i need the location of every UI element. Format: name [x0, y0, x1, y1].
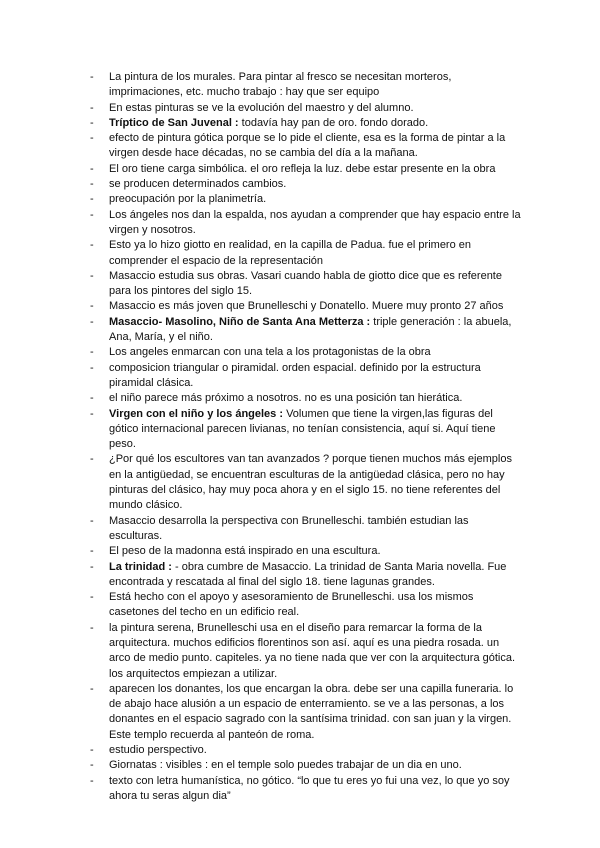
item-text: todavía hay pan de oro. fondo dorado. [238, 116, 429, 129]
list-item [0, 452, 600, 513]
list-item [0, 361, 600, 392]
list-item [0, 391, 600, 406]
item-text: La pintura de los murales. Para pintar al fresco se necesitan morteros, imprimaciones, etc. mucho trabajo : hay que ser equipo [109, 71, 452, 99]
bullet-dash: - [90, 101, 94, 114]
item-text: la pintura serena, Brunelleschi usa en el diseño para remarcar la forma de la arquitectura. muchos edificios florentinos son así. aquí es una piedra rosada. un arco de medio punto. capiteles. ya no tiene nada que ver con la arquitectura gótica. los arquitectos empiezan a utilizar. [109, 621, 516, 680]
bullet-dash: - [90, 759, 94, 772]
list-item [0, 101, 600, 116]
bullet-dash: - [90, 178, 94, 191]
item-text: Esto ya lo hizo giotto en realidad, en la capilla de Padua. fue el primero en comprender el espacio de la representación [109, 239, 472, 267]
bullet-dash: - [90, 269, 94, 282]
bullet-dash: - [90, 193, 94, 206]
notes-list [0, 70, 600, 804]
list-item [0, 407, 600, 453]
list-item [0, 315, 600, 346]
bullet-dash: - [90, 744, 94, 757]
bullet-dash: - [90, 514, 94, 527]
bullet-dash: - [90, 239, 94, 252]
bullet-dash: - [90, 453, 94, 466]
bullet-dash: - [90, 162, 94, 175]
list-item [0, 590, 600, 621]
item-text: estudio perspectivo. [109, 744, 207, 757]
item-text: ¿Por qué los escultores van tan avanzados ? porque tienen muchos más ejemplos en la antigüedad, se encuentran esculturas de la antigüedad clásica, pero no hay pinturas del clásico, hay muy poca ahora y en el siglo 15. no tiene referentes del mundo clásico. [109, 453, 512, 512]
item-text: El peso de la madonna está inspirado en una escultura. [109, 545, 381, 558]
item-text: Masaccio es más joven que Brunelleschi y Donatello. Muere muy pronto 27 años [109, 300, 504, 313]
bullet-dash: - [90, 682, 94, 695]
item-heading: Tríptico de San Juvenal : [109, 116, 239, 129]
bullet-dash: - [90, 392, 94, 405]
list-item [0, 560, 600, 591]
list-item [0, 116, 600, 131]
list-item [0, 514, 600, 545]
item-text: preocupación por la planimetría. [109, 193, 267, 206]
bullet-dash: - [90, 208, 94, 221]
item-text: Está hecho con el apoyo y asesoramiento de Brunelleschi. usa los mismos casetones del techo en un edificio real. [109, 591, 474, 619]
bullet-dash: - [90, 116, 94, 129]
item-text: texto con letra humanística, no gótico. “lo que tu eres yo fui una vez, lo que yo soy ahora tu seras algun dia” [109, 774, 510, 802]
bullet-dash: - [90, 407, 94, 420]
item-text: Volumen que tiene la virgen,las figuras del gótico internacional parecen livianas, no tenían consistencia, aquí si. Aquí tiene peso. [109, 407, 496, 451]
bullet-dash: - [90, 545, 94, 558]
item-text: composicion triangular o piramidal. orden espacial. definido por la estructura piramidal clásica. [109, 361, 481, 389]
list-item [0, 743, 600, 758]
list-item [0, 238, 600, 269]
list-item [0, 299, 600, 314]
item-text: se producen determinados cambios. [109, 178, 287, 191]
item-text: Masaccio desarrolla la perspectiva con Brunelleschi. también estudian las esculturas. [109, 514, 469, 542]
list-item [0, 544, 600, 559]
item-text: Giornatas : visibles : en el temple solo puedes trabajar de un dia en uno. [109, 759, 462, 772]
item-heading: Virgen con el niño y los ángeles : [109, 407, 284, 420]
item-text: - obra cumbre de Masaccio. La trinidad de Santa Maria novella. Fue encontrada y rescatada al final del siglo 18. tiene lagunas grandes. [109, 560, 507, 588]
bullet-dash: - [90, 300, 94, 313]
bullet-dash: - [90, 591, 94, 604]
item-text: El oro tiene carga simbólica. el oro refleja la luz. debe estar presente en la obra [109, 162, 496, 175]
item-text: Los ángeles nos dan la espalda, nos ayudan a comprender que hay espacio entre la virgen y nosotros. [109, 208, 521, 236]
list-item [0, 269, 600, 300]
item-text: triple generación : la abuela, Ana, María, y el niño. [109, 315, 512, 344]
item-heading: Masaccio- Masolino, Niño de Santa Ana Metterza : [109, 315, 371, 328]
list-item [0, 208, 600, 239]
bullet-dash: - [90, 621, 94, 634]
list-item [0, 131, 600, 162]
list-item [0, 345, 600, 360]
list-item [0, 162, 600, 177]
bullet-dash: - [90, 315, 94, 328]
item-heading: La trinidad : [109, 560, 172, 573]
bullet-dash: - [90, 346, 94, 359]
bullet-dash: - [90, 774, 94, 787]
item-text: efecto de pintura gótica porque se lo pide el cliente, esa es la forma de pintar a la virgen desde hace décadas, no se cambia del día a la mañana. [109, 132, 506, 160]
list-item [0, 621, 600, 682]
bullet-dash: - [90, 560, 94, 573]
list-item [0, 774, 600, 805]
bullet-dash: - [90, 361, 94, 374]
list-item [0, 758, 600, 773]
item-text: Los angeles enmarcan con una tela a los protagonistas de la obra [109, 346, 431, 359]
item-text: aparecen los donantes, los que encargan la obra. debe ser una capilla funeraria. lo de abajo hace alusión a un espacio de enterramiento. se ve a las personas, a los donantes en el espacio sagrado con la santísima trinidad. con san juan y la virgen. Este templo recuerda al panteón de roma. [109, 682, 514, 741]
item-text: Masaccio estudia sus obras. Vasari cuando habla de giotto dice que es referente para los pintores del siglo 15. [109, 269, 502, 298]
list-item [0, 192, 600, 207]
list-item [0, 177, 600, 192]
bullet-dash: - [90, 132, 94, 145]
list-item [0, 70, 600, 101]
item-text: el niño parece más próximo a nosotros. no es una posición tan hierática. [109, 392, 463, 405]
list-item [0, 682, 600, 743]
bullet-dash: - [90, 71, 94, 83]
item-text: En estas pinturas se ve la evolución del maestro y del alumno. [109, 101, 414, 114]
